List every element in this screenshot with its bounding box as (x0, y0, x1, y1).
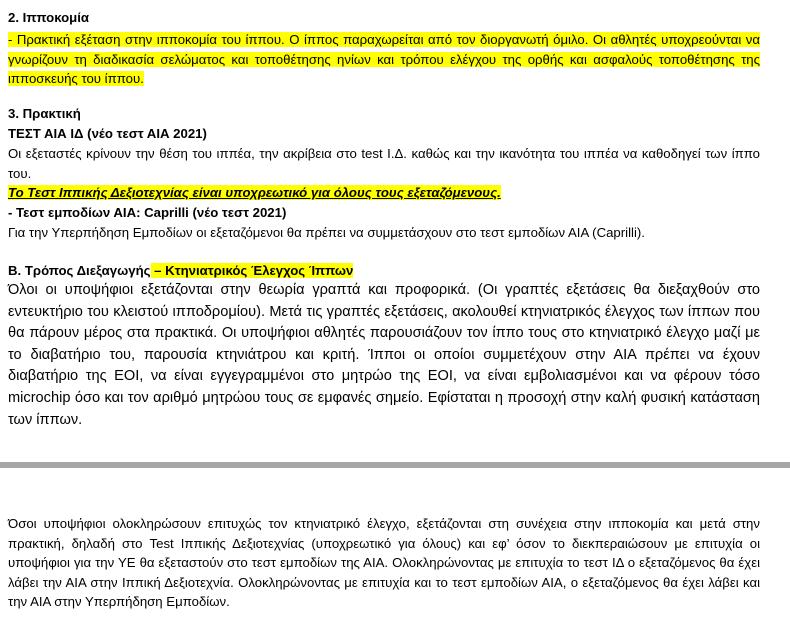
section-heading-b-prefix: Β. Τρόπος Διεξαγωγής (8, 263, 151, 278)
mandatory-note (8, 183, 760, 203)
test-body: Οι εξεταστές κρίνουν την θέση του ιππέα, την ακρίβεια στο test Ι.Δ. καθώς και την ικανότητα του ιππέα να καθοδηγεί των ίππο του. (8, 146, 760, 181)
obstacles-heading: - Τεστ εμποδίων ΑΙΑ: Caprilli (νέο τεστ 2021) (8, 205, 287, 220)
page-divider (0, 462, 790, 468)
section-heading-b (8, 261, 760, 281)
section-heading-hippocomia: 2. Ιπποκομία (8, 10, 90, 25)
section-heading-practical: 3. Πρακτική (8, 106, 81, 121)
test-heading: ΤΕΣΤ ΑΙΑ ΙΔ (νέο τεστ ΑΙΑ 2021) (8, 126, 207, 141)
section-body-hippocomia (8, 30, 760, 89)
mandatory-note-text: Το Τεστ Ιππικής Δεξιοτεχνίας είναι υποχρεωτικό για όλους τους εξεταζόμενους. (8, 185, 501, 200)
section-body-after: Όσοι υποψήφιοι ολοκληρώσουν επιτυχώς τον κτηνιατρικό έλεγχο, εξετάζονται στη συνέχεια στην ιπποκομία και μετά στην πρακτική, δηλαδή στο Test Ιππικής Δεξιοτεχνίας (υποχρεωτικό για όλους) και εφ’ όσον το διεκπεραιώσουν με επιτυχία οι υποψήφιοι για την ΥΕ θα εξεταστούν στο τεστ εμποδίων της ΑΙΑ. Ολοκληρώνοντας με επιτυχία το τεστ ΙΔ ο εξεταζόμενος θα έχει λάβει την ΑΙΑ στην Ιππική Δεξιοτεχνία. Ολοκληρώνοντας με επιτυχία και το τεστ εμποδίων ΑΙΑ, ο εξεταζόμενος θα έχει λάβει και την ΑΙΑ στην Υπερπήδηση Εμποδίων. (8, 516, 760, 609)
obstacles-body: Για την Υπερπήδηση Εμποδίων οι εξεταζόμενοι θα πρέπει να συμμετάσχουν στο τεστ εμποδίων ΑΙΑ (Caprilli). (8, 225, 645, 240)
section-heading-b-highlight: – Κτηνιατρικός Έλεγχος Ίππων (150, 263, 354, 278)
highlighted-paragraph: - Πρακτική εξέταση στην ιπποκομία του ίππου. Ο ίππος παραχωρείται από τον διοργανωτή όμιλο. Οι αθλητές υποχρεούνται να γνωρίζουν τη διαδικασία σελώματος και τοποθέτησης ηνίων και τρόπου ελέγχου της ορθής και ασφαλούς τοποθέτησης της ιπποσκευής του ίππου. (8, 32, 760, 86)
section-body-b: Όλοι οι υποψήφιοι εξετάζονται στην θεωρία γραπτά και προφορικά. (Οι γραπτές εξετάσεις θα διεξαχθούν στο εντευκτήριο του κλειστού ιπποδρομίου). Μετά τις γραπτές εξετάσεις, ακολουθεί κτηνιατρικός έλεγχος των ίππων που θα πάρουν μέρος στα πρακτικά. Οι υποψήφιοι αθλητές παρουσιάζουν τον ίππο τους στο κτηνιατρικό έλεγχο μαζί με το διαβατήριο του, παρουσία κτηνιάτρου και κριτή. Ίπποι οι οποίοι συμμετέχουν στην ΑΙΑ πρέπει να έχουν διαβατήριο της ΕΟΙ, να είναι εγγεγραμμένοι στο μητρώο της ΕΟΙ, να είναι εμβολιασμένοι και να φέρουν τόσο microchip όσο και τον αριθμό μητρώου τους σε εμφανές σημείο. Εφίσταται η προσοχή στην καλή φυσική κατάσταση των ίππων. (8, 282, 760, 428)
